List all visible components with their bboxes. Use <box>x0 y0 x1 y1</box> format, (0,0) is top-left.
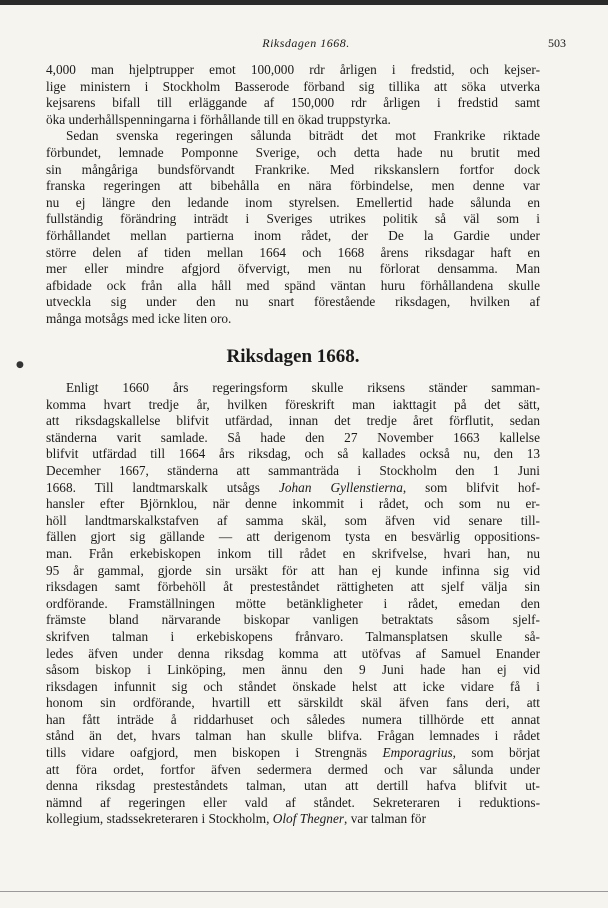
text-line: nu ej längre den ledande inom styrelsen. Emellertid hade sålunda en <box>46 194 540 210</box>
section-title: Riksdagen 1668. <box>226 346 360 367</box>
text-line: komma hvart tredje år, hvilken föreskrift man iakttagit på det sätt, <box>46 396 540 412</box>
bottom-border <box>0 891 608 892</box>
text-line: utveckla sig under den nu snart förestående riksdagen, hvilken af <box>46 294 540 310</box>
text-line: främste bland närvarande biskopar vanligen betraktats såsom sjelf- <box>46 612 540 628</box>
paragraph-1 <box>46 62 540 128</box>
text-line: förhållandet mellan partierna inom rådet, der De la Gardie under <box>46 227 540 243</box>
text-line: Sedan svenska regeringen sålunda biträdt det mot Frankrike riktade <box>66 128 540 144</box>
paragraph-2 <box>46 128 540 327</box>
text-line: 4,000 man hjelptrupper emot 100,000 rdr årligen i fredstid, och kejser- <box>46 62 540 77</box>
top-border <box>0 0 608 5</box>
text-line: riksdagen infunnit sig och ståndet önskade helst att icke vidare få i <box>46 678 540 694</box>
text-line: man. Från erkebiskopen inkom till rådet en skrifvelse, hvari han, nu <box>46 545 540 561</box>
text-line: franska regeringen att bibehålla en nära förbindelse, men denne var <box>46 178 540 194</box>
text-line: höll landtmarskalkstafven af samma skäl, som äfven vid senare till- <box>46 512 540 528</box>
paragraph-3 <box>46 380 540 828</box>
text-line: sin mångåriga bundsförvandt Frankrike. Med rikskanslern fortfor dock <box>46 161 540 177</box>
upper-text-block <box>46 62 540 328</box>
text-line: stånd än det, hvars talman han skulle blifva. Frågan lemnades i rådet <box>46 728 540 744</box>
text-line: hansler efter Björnklou, när denne inkommit i rådet, och som nu er- <box>46 496 540 512</box>
italic-name: Emporagrius <box>382 745 453 761</box>
text-segment: , som börjat <box>452 745 541 761</box>
text-line: större delen af tiden mellan 1664 och 1668 årens riksdagar haft en <box>46 244 540 260</box>
text-line: mer eller mindre afgjord öfvervigt, men nu förlorat densamma. Man <box>46 261 540 277</box>
text-line: riksdagen samt förbehöll åt presteståndet rättigheten att sjelf välja sin <box>46 579 540 595</box>
text-line: förbundet, lemnade Pomponne Sverige, och detta hade nu brutit med <box>46 144 540 160</box>
text-line: han fått inträde å riddarhuset och således numera tillhörde ett annat <box>46 711 540 727</box>
text-line: nämnd af regeringen eller vald af ståndet. Sekreteraren i reduktions- <box>46 794 540 810</box>
text-line: kejsarens bifall till erläggande af 150,000 rdr årligen i fredstid samt <box>46 95 540 111</box>
text-line: såsom biskop i Linköping, men ännu den 9 Juni hade han ej vid <box>46 662 540 678</box>
text-line: att föra ordet, fortfor äfven sedermera dermed och var sålunda under <box>46 761 540 777</box>
text-line: afbidade ock från alla håll med spänd väntan huru förhållandena skulle <box>46 277 540 293</box>
text-line: Enligt 1660 års regeringsform skulle riksens ständer samman- <box>66 380 540 395</box>
text-segment: tills vidare oafgjord, men biskopen i Strengnäs <box>46 745 383 761</box>
text-line: fullständig förändring inträdt i Sveriges utrikes politik så väl som i <box>46 211 540 227</box>
text-line: honom sin ordförande, hvartill ett särskildt skäl äfven fans deri, att <box>46 695 540 711</box>
text-line: många motsågs med icke liten oro. <box>46 310 232 326</box>
text-line: 95 år gammal, gjorde sin ursäkt för att han ej kunde infinna sig vid <box>46 562 540 578</box>
text-line: Decemher 1667, ständerna att sammanträda i Stockholm den 1 Juni <box>46 462 540 478</box>
text-segment: kollegium, stadssekreteraren i Stockholm, <box>46 811 273 827</box>
text-line: att riksdagskallelse blifvit utfärdad, innan det tredje året förflutit, sedan <box>46 413 540 429</box>
running-title: Riksdagen 1668. <box>262 36 350 50</box>
text-segment: , som blifvit hof- <box>402 479 540 495</box>
text-line <box>46 811 540 828</box>
italic-name: Johan Gyllenstierna <box>278 479 403 495</box>
text-line: lige ministern i Stockholm Basserode förband sig tillika att söka utverka <box>46 78 540 94</box>
text-line: fällen gjort sig gällande — att derigenom tysta en besvärlig oppositions- <box>46 529 540 545</box>
text-line: ständerna varit samlade. Så hade den 27 November 1663 kallelse <box>46 429 540 445</box>
text-line: ordförande. Framställningen mötte betänkligheter i rådet, emedan den <box>46 595 540 611</box>
margin-dot: ● <box>16 360 24 370</box>
page-number: 503 <box>548 36 566 50</box>
text-line <box>46 745 540 762</box>
text-line: denna riksdag presteståndets talman, utan att dertill hafva blifvit ut- <box>46 778 540 794</box>
italic-name: Olof Thegner <box>272 811 345 827</box>
text-line: skrifven talman i erkebiskopens frånvaro. Talmansplatsen skulle så- <box>46 628 540 644</box>
text-segment: , var talman för <box>344 811 427 827</box>
text-line <box>46 480 540 497</box>
page-header <box>46 36 566 54</box>
text-line: blifvit utfärdad till 1664 års riksdag, och så kallades också nu, den 13 <box>46 446 540 462</box>
text-segment: 1668. Till landtmarskalk utsågs <box>46 479 279 495</box>
text-line: ledes äfven under denna riksdag komma att utöfvas af Samuel Enander <box>46 645 540 661</box>
text-line: öka underhållspenningarna i förhållande till en ökad truppstyrka. <box>46 111 391 127</box>
